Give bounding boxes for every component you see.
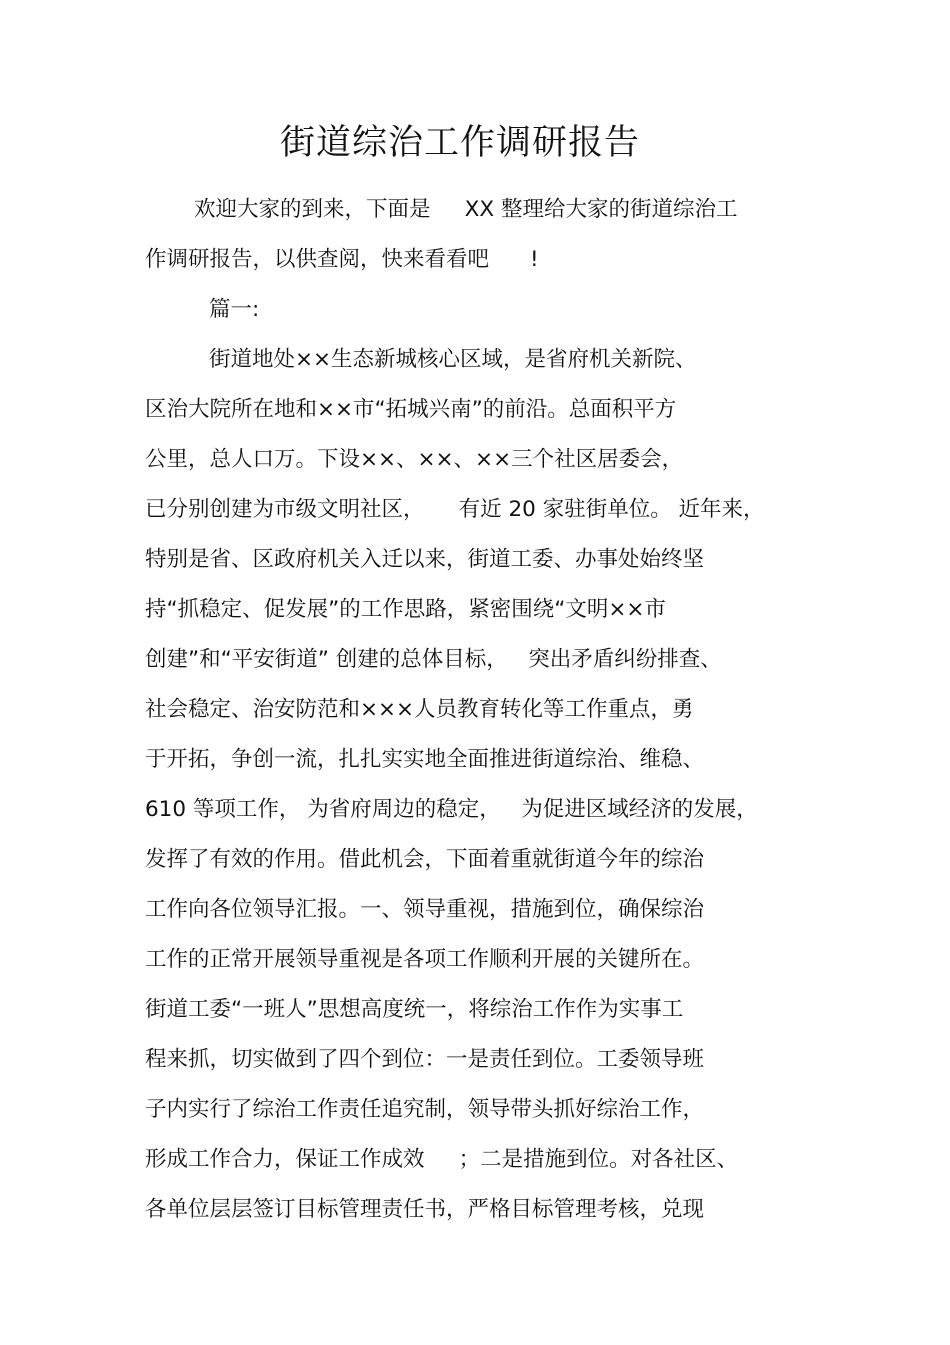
paragraph-line: 工作的正常开展领导重视是各项工作顺利开展的关键所在。 — [145, 947, 705, 972]
paragraph-line: 各单位层层签订目标管理责任书，严格目标管理考核，兑现 — [145, 1197, 705, 1222]
document-title: 街道综治工作调研报告 — [279, 123, 640, 163]
paragraph-line: 作调研报告，以供查阅，快来看看吧 ! — [145, 247, 539, 272]
paragraph-line: 于开拓，争创一流，扎扎实实地全面推进街道综治、维稳、 — [145, 747, 705, 772]
section-heading: 篇一: — [209, 297, 260, 322]
paragraph-line: 街道工委“一班人”思想高度统一，将综治工作作为实事工 — [145, 997, 684, 1022]
paragraph-line: 610 等项工作， 为省府周边的稳定， 为促进区域经济的发展， — [145, 797, 758, 822]
paragraph-line: 创建”和“平安街道” 创建的总体目标， 突出矛盾纠纷排查、 — [145, 647, 722, 672]
paragraph-line: 发挥了有效的作用。借此机会，下面着重就街道今年的综治 — [145, 847, 705, 872]
paragraph-line: 公里，总人口万。下设××、××、××三个社区居委会， — [145, 447, 684, 472]
document-body — [145, 185, 805, 1235]
paragraph-line: 街道地处××生态新城核心区域，是省府机关新院、 — [209, 347, 697, 372]
paragraph-line: 欢迎大家的到来，下面是 XX 整理给大家的街道综治工 — [194, 197, 738, 222]
paragraph-line: 工作向各位领导汇报。一、领导重视，措施到位，确保综治 — [145, 897, 705, 922]
paragraph-line: 持“抓稳定、促发展”的工作思路，紧密围绕“文明××市 — [145, 597, 666, 622]
paragraph-line: 子内实行了综治工作责任追究制，领导带头抓好综治工作， — [145, 1097, 705, 1122]
paragraph-line: 特别是省、区政府机关入迁以来，街道工委、办事处始终坚 — [145, 547, 705, 572]
paragraph-line: 程来抓，切实做到了四个到位：一是责任到位。工委领导班 — [145, 1047, 705, 1072]
paragraph-line: 已分别创建为市级文明社区， 有近 20 家驻街单位。 近年来， — [145, 497, 765, 522]
paragraph-line: 区治大院所在地和××市“拓城兴南”的前沿。总面积平方 — [145, 397, 677, 422]
paragraph-line: 社会稳定、治安防范和×××人员教育转化等工作重点，勇 — [145, 697, 694, 722]
paragraph-line: 形成工作合力，保证工作成效 ；二是措施到位。对各社区、 — [145, 1147, 739, 1172]
